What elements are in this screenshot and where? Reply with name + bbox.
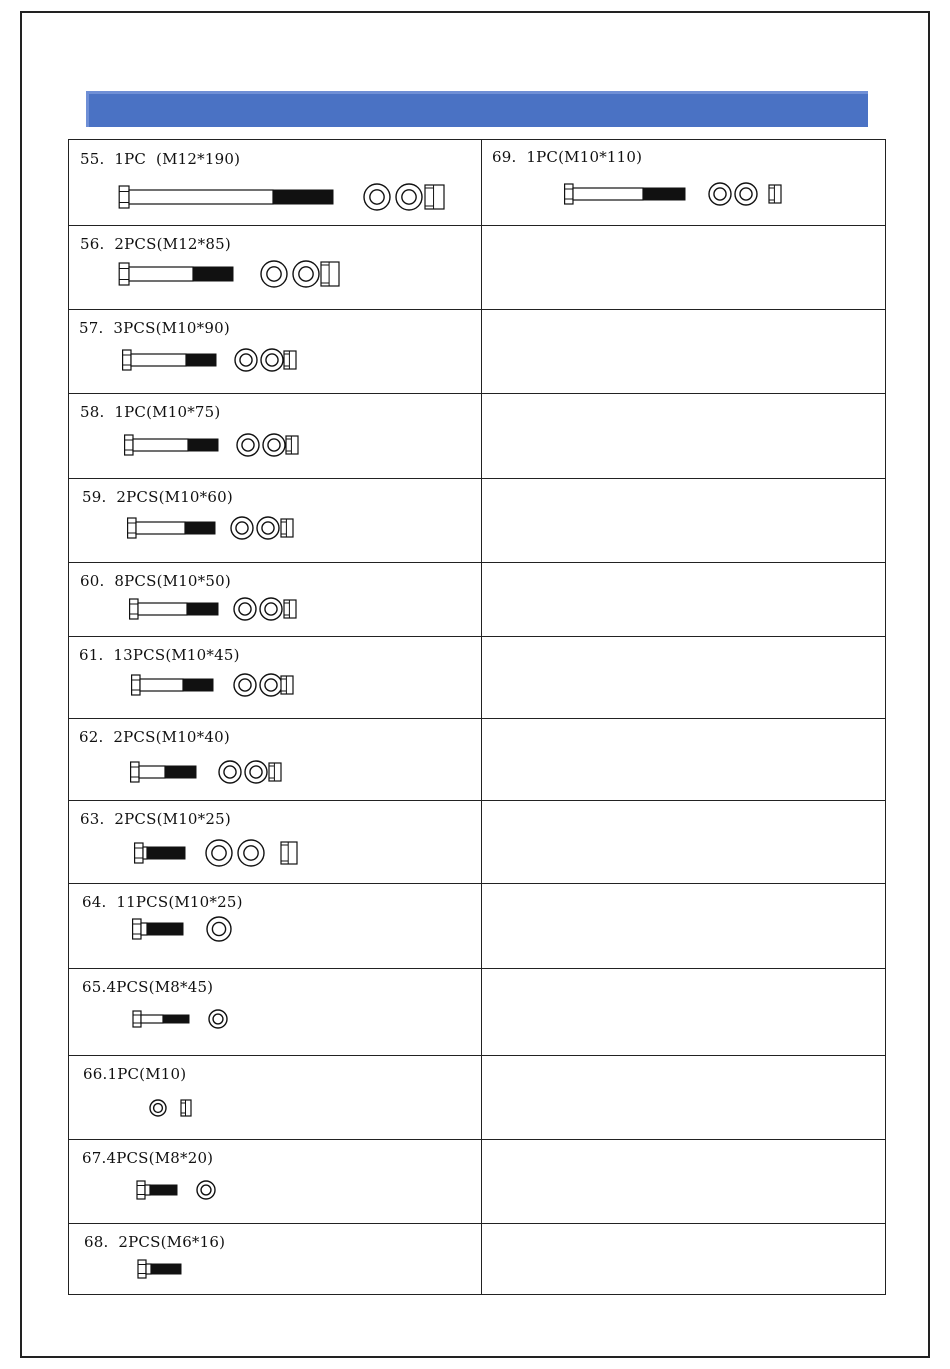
bolt-head-icon: [135, 843, 143, 863]
part-label: 66.1PC(M10): [83, 1065, 187, 1083]
row-divider: [69, 968, 885, 969]
bolt-thread: [147, 847, 185, 859]
row-divider: [69, 800, 885, 801]
bolt-thread: [163, 1015, 189, 1023]
bolt-thread: [151, 1264, 181, 1274]
washer-icon: [293, 261, 319, 287]
part-illustration: [69, 254, 469, 294]
nut-icon: [281, 676, 293, 694]
part-label: 61. 13PCS(M10*45): [79, 646, 240, 664]
bolt-shaft: [136, 522, 185, 534]
bolt-shaft: [141, 923, 147, 935]
washer-icon: [396, 184, 422, 210]
row-divider: [69, 718, 885, 719]
row-divider: [69, 883, 885, 884]
nut-icon: [286, 436, 298, 454]
nut-icon: [769, 185, 781, 203]
row-divider: [69, 1223, 885, 1224]
nut-icon: [281, 519, 293, 537]
washer-icon: [207, 917, 231, 941]
part-label: 58. 1PC(M10*75): [80, 403, 221, 421]
washer-icon: [234, 598, 256, 620]
bolt-head-icon: [565, 184, 573, 204]
nut-icon: [284, 351, 296, 369]
part-illustration: [69, 589, 469, 629]
part-illustration: [69, 340, 469, 380]
nut-icon: [425, 185, 444, 209]
bolt-thread: [188, 439, 218, 451]
part-label: 62. 2PCS(M10*40): [79, 728, 230, 746]
bolt-shaft: [146, 1264, 151, 1274]
part-illustration: [69, 833, 469, 873]
bolt-shaft: [129, 267, 193, 281]
bolt-head-icon: [138, 1260, 146, 1278]
bolt-head-icon: [123, 350, 131, 370]
part-label: 57. 3PCS(M10*90): [79, 319, 230, 337]
bolt-thread: [165, 766, 196, 778]
bolt-thread: [273, 190, 333, 204]
bolt-shaft: [129, 190, 273, 204]
washer-icon: [261, 261, 287, 287]
washer-icon: [197, 1181, 215, 1199]
row-divider: [69, 562, 885, 563]
bolt-head-icon: [125, 435, 133, 455]
part-label: 69. 1PC(M10*110): [492, 148, 643, 166]
part-illustration: [69, 1249, 469, 1289]
part-label: 63. 2PCS(M10*25): [80, 810, 231, 828]
bolt-thread: [643, 188, 685, 200]
bolt-head-icon: [137, 1181, 145, 1199]
bolt-head-icon: [119, 263, 129, 285]
row-divider: [69, 1139, 885, 1140]
bolt-thread: [186, 354, 216, 366]
header-bar: [86, 91, 868, 127]
part-label: 60. 8PCS(M10*50): [80, 572, 231, 590]
washer-icon: [150, 1100, 166, 1116]
part-label: 59. 2PCS(M10*60): [82, 488, 233, 506]
bolt-shaft: [141, 1015, 163, 1023]
washer-icon: [245, 761, 267, 783]
part-label: 56. 2PCS(M12*85): [80, 235, 231, 253]
bolt-shaft: [138, 603, 187, 615]
washer-icon: [238, 840, 264, 866]
bolt-head-icon: [130, 599, 138, 619]
bolt-shaft: [573, 188, 643, 200]
part-illustration: [69, 999, 469, 1039]
bolt-shaft: [131, 354, 186, 366]
row-divider: [69, 1055, 885, 1056]
nut-icon: [321, 262, 339, 286]
bolt-shaft: [133, 439, 188, 451]
part-label: 68. 2PCS(M6*16): [84, 1233, 226, 1251]
washer-icon: [364, 184, 390, 210]
washer-icon: [231, 517, 253, 539]
bolt-head-icon: [131, 762, 139, 782]
part-label: 65.4PCS(M8*45): [82, 978, 214, 996]
bolt-head-icon: [133, 919, 141, 939]
part-illustration: [69, 1088, 469, 1128]
washer-icon: [261, 349, 283, 371]
row-divider: [69, 225, 885, 226]
part-illustration: [481, 174, 881, 214]
washer-icon: [260, 598, 282, 620]
nut-icon: [284, 600, 296, 618]
washer-icon: [260, 674, 282, 696]
part-illustration: [69, 1170, 469, 1210]
washer-icon: [237, 434, 259, 456]
bolt-shaft: [145, 1185, 150, 1195]
washer-icon: [219, 761, 241, 783]
row-divider: [69, 478, 885, 479]
part-label: 55. 1PC (M12*190): [80, 150, 241, 168]
bolt-thread: [193, 267, 233, 281]
bolt-shaft: [143, 847, 147, 859]
parts-table: [68, 139, 886, 1295]
bolt-thread: [183, 679, 213, 691]
washer-icon: [257, 517, 279, 539]
part-illustration: [69, 909, 469, 949]
part-label: 64. 11PCS(M10*25): [82, 893, 243, 911]
part-illustration: [69, 177, 469, 217]
nut-icon: [269, 763, 281, 781]
washer-icon: [263, 434, 285, 456]
washer-icon: [206, 840, 232, 866]
bolt-head-icon: [133, 1011, 141, 1027]
bolt-shaft: [140, 679, 183, 691]
nut-icon: [281, 842, 297, 864]
part-illustration: [69, 752, 469, 792]
washer-icon: [735, 183, 757, 205]
part-illustration: [69, 425, 469, 465]
bolt-head-icon: [119, 186, 129, 208]
nut-icon: [181, 1100, 191, 1116]
washer-icon: [209, 1010, 227, 1028]
part-label: 67.4PCS(M8*20): [82, 1149, 214, 1167]
washer-icon: [235, 349, 257, 371]
bolt-thread: [147, 923, 183, 935]
column-divider: [481, 140, 482, 1294]
bolt-head-icon: [128, 518, 136, 538]
bolt-thread: [187, 603, 218, 615]
row-divider: [69, 393, 885, 394]
bolt-head-icon: [132, 675, 140, 695]
bolt-thread: [185, 522, 215, 534]
row-divider: [69, 636, 885, 637]
washer-icon: [234, 674, 256, 696]
washer-icon: [709, 183, 731, 205]
bolt-thread: [150, 1185, 177, 1195]
bolt-shaft: [139, 766, 165, 778]
part-illustration: [69, 508, 469, 548]
row-divider: [69, 309, 885, 310]
part-illustration: [69, 665, 469, 705]
